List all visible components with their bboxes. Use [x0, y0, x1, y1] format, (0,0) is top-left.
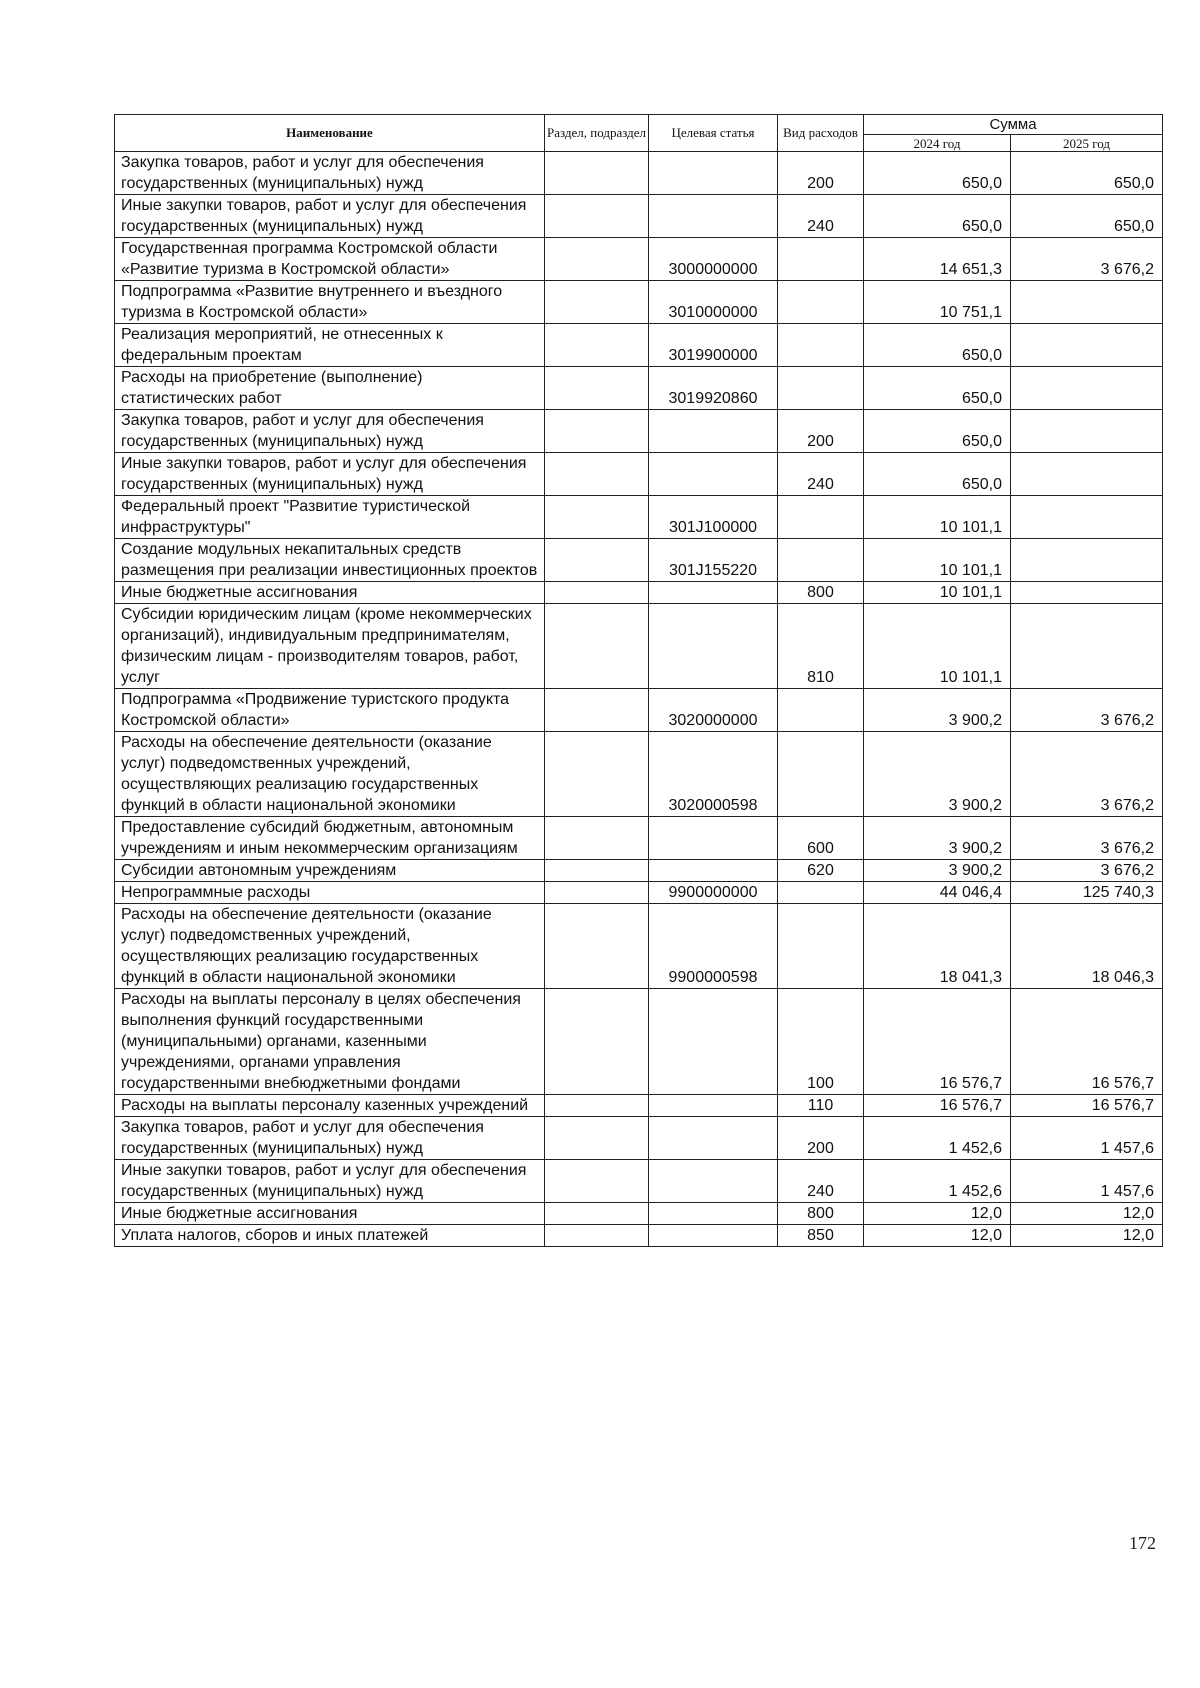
cell-type: 850	[778, 1225, 864, 1247]
cell-name: Иные бюджетные ассигнования	[115, 582, 545, 604]
cell-target	[649, 1203, 778, 1225]
page-number: 172	[1129, 1533, 1156, 1553]
cell-name: Расходы на выплаты персоналу в целях обеспечения выполнения функций государственными (муниципальными) органами, казенными учреждениями, органами управления государственными внебюджетными фондами	[115, 989, 545, 1095]
cell-section	[545, 1160, 649, 1203]
cell-target: 3000000000	[649, 238, 778, 281]
cell-type: 100	[778, 989, 864, 1095]
budget-table	[114, 114, 1163, 1247]
cell-type: 200	[778, 410, 864, 453]
cell-sum-2025: 3 676,2	[1011, 860, 1163, 882]
cell-name: Государственная программа Костромской области «Развитие туризма в Костромской области»	[115, 238, 545, 281]
table-row	[115, 453, 1163, 496]
cell-section	[545, 496, 649, 539]
cell-sum-2024: 650,0	[864, 453, 1011, 496]
cell-sum-2025: 12,0	[1011, 1203, 1163, 1225]
header-year-2024: 2024 год	[864, 135, 1011, 152]
cell-type: 200	[778, 152, 864, 195]
cell-sum-2024: 650,0	[864, 324, 1011, 367]
cell-section	[545, 238, 649, 281]
cell-sum-2024: 1 452,6	[864, 1117, 1011, 1160]
cell-section	[545, 904, 649, 989]
cell-section	[545, 732, 649, 817]
cell-section	[545, 1203, 649, 1225]
cell-target: 301J100000	[649, 496, 778, 539]
table-row	[115, 496, 1163, 539]
table-header	[115, 115, 1163, 152]
table-row	[115, 689, 1163, 732]
cell-section	[545, 1117, 649, 1160]
table-row	[115, 367, 1163, 410]
cell-target: 9900000000	[649, 882, 778, 904]
cell-section	[545, 1225, 649, 1247]
header-section: Раздел, подраздел	[545, 115, 649, 152]
table-row	[115, 989, 1163, 1095]
cell-name: Субсидии юридическим лицам (кроме некоммерческих организаций), индивидуальным предпринимателям, физическим лицам - производителям товаров, работ, услуг	[115, 604, 545, 689]
cell-sum-2024: 12,0	[864, 1203, 1011, 1225]
cell-target	[649, 582, 778, 604]
cell-target	[649, 604, 778, 689]
cell-type	[778, 732, 864, 817]
cell-name: Расходы на приобретение (выполнение) статистических работ	[115, 367, 545, 410]
table-row	[115, 904, 1163, 989]
cell-name: Закупка товаров, работ и услуг для обеспечения государственных (муниципальных) нужд	[115, 152, 545, 195]
cell-sum-2025	[1011, 281, 1163, 324]
cell-sum-2025	[1011, 582, 1163, 604]
cell-section	[545, 453, 649, 496]
cell-section	[545, 367, 649, 410]
table-row	[115, 1095, 1163, 1117]
cell-name: Уплата налогов, сборов и иных платежей	[115, 1225, 545, 1247]
cell-sum-2024: 3 900,2	[864, 860, 1011, 882]
table-row	[115, 281, 1163, 324]
cell-type	[778, 367, 864, 410]
cell-sum-2024: 3 900,2	[864, 732, 1011, 817]
cell-target	[649, 195, 778, 238]
cell-target: 9900000598	[649, 904, 778, 989]
cell-sum-2024: 16 576,7	[864, 989, 1011, 1095]
header-name: Наименование	[115, 115, 545, 152]
header-sum: Сумма	[864, 115, 1163, 135]
table-row	[115, 1160, 1163, 1203]
cell-name: Субсидии автономным учреждениям	[115, 860, 545, 882]
cell-name: Иные бюджетные ассигнования	[115, 1203, 545, 1225]
cell-sum-2025	[1011, 496, 1163, 539]
cell-name: Расходы на выплаты персоналу казенных учреждений	[115, 1095, 545, 1117]
cell-sum-2025: 18 046,3	[1011, 904, 1163, 989]
cell-sum-2025: 12,0	[1011, 1225, 1163, 1247]
cell-section	[545, 539, 649, 582]
cell-section	[545, 882, 649, 904]
cell-type: 800	[778, 1203, 864, 1225]
header-target: Целевая статья	[649, 115, 778, 152]
cell-sum-2024: 650,0	[864, 367, 1011, 410]
cell-type: 240	[778, 1160, 864, 1203]
cell-sum-2025: 1 457,6	[1011, 1117, 1163, 1160]
cell-sum-2025: 3 676,2	[1011, 238, 1163, 281]
cell-sum-2025: 3 676,2	[1011, 817, 1163, 860]
cell-sum-2024: 1 452,6	[864, 1160, 1011, 1203]
cell-section	[545, 281, 649, 324]
cell-target: 3019900000	[649, 324, 778, 367]
cell-type	[778, 882, 864, 904]
cell-sum-2024: 10 101,1	[864, 496, 1011, 539]
cell-type	[778, 539, 864, 582]
cell-type	[778, 904, 864, 989]
cell-section	[545, 324, 649, 367]
cell-sum-2025: 1 457,6	[1011, 1160, 1163, 1203]
cell-type	[778, 281, 864, 324]
cell-sum-2024: 3 900,2	[864, 689, 1011, 732]
cell-target	[649, 860, 778, 882]
cell-name: Подпрограмма «Продвижение туристского продукта Костромской области»	[115, 689, 545, 732]
cell-type	[778, 689, 864, 732]
header-year-2025: 2025 год	[1011, 135, 1163, 152]
cell-sum-2025: 16 576,7	[1011, 989, 1163, 1095]
cell-sum-2024: 16 576,7	[864, 1095, 1011, 1117]
cell-target	[649, 453, 778, 496]
cell-type: 110	[778, 1095, 864, 1117]
cell-target: 3019920860	[649, 367, 778, 410]
cell-target: 301J155220	[649, 539, 778, 582]
table-row	[115, 1225, 1163, 1247]
cell-section	[545, 195, 649, 238]
cell-sum-2025: 3 676,2	[1011, 689, 1163, 732]
table-row	[115, 152, 1163, 195]
cell-section	[545, 604, 649, 689]
cell-name: Расходы на обеспечение деятельности (оказание услуг) подведомственных учреждений, осуществляющих реализацию государственных функций в области национальной экономики	[115, 732, 545, 817]
cell-section	[545, 989, 649, 1095]
cell-type	[778, 238, 864, 281]
cell-sum-2024: 10 101,1	[864, 539, 1011, 582]
header-type: Вид расходов	[778, 115, 864, 152]
table-row	[115, 539, 1163, 582]
cell-name: Расходы на обеспечение деятельности (оказание услуг) подведомственных учреждений, осуществляющих реализацию государственных функций в области национальной экономики	[115, 904, 545, 989]
cell-type: 620	[778, 860, 864, 882]
table-row	[115, 860, 1163, 882]
table-body	[115, 152, 1163, 1247]
cell-sum-2024: 3 900,2	[864, 817, 1011, 860]
cell-sum-2025	[1011, 410, 1163, 453]
cell-target	[649, 1095, 778, 1117]
cell-name: Федеральный проект "Развитие туристической инфраструктуры"	[115, 496, 545, 539]
table-row	[115, 604, 1163, 689]
cell-name: Закупка товаров, работ и услуг для обеспечения государственных (муниципальных) нужд	[115, 1117, 545, 1160]
table-row	[115, 1117, 1163, 1160]
cell-target: 3020000000	[649, 689, 778, 732]
cell-sum-2024: 14 651,3	[864, 238, 1011, 281]
cell-type: 810	[778, 604, 864, 689]
cell-target	[649, 989, 778, 1095]
cell-name: Подпрограмма «Развитие внутреннего и въездного туризма в Костромской области»	[115, 281, 545, 324]
cell-section	[545, 860, 649, 882]
table-row	[115, 732, 1163, 817]
cell-sum-2024: 44 046,4	[864, 882, 1011, 904]
cell-type: 600	[778, 817, 864, 860]
cell-target: 3020000598	[649, 732, 778, 817]
cell-sum-2024: 650,0	[864, 195, 1011, 238]
cell-sum-2025	[1011, 539, 1163, 582]
cell-section	[545, 1095, 649, 1117]
cell-sum-2024: 18 041,3	[864, 904, 1011, 989]
table-row	[115, 238, 1163, 281]
table-row	[115, 195, 1163, 238]
table-row	[115, 582, 1163, 604]
cell-sum-2025: 650,0	[1011, 195, 1163, 238]
table-row	[115, 1203, 1163, 1225]
cell-sum-2025	[1011, 604, 1163, 689]
cell-name: Иные закупки товаров, работ и услуг для обеспечения государственных (муниципальных) нужд	[115, 1160, 545, 1203]
cell-sum-2024: 650,0	[864, 410, 1011, 453]
cell-target	[649, 1225, 778, 1247]
cell-sum-2024: 650,0	[864, 152, 1011, 195]
cell-type	[778, 496, 864, 539]
cell-section	[545, 410, 649, 453]
cell-section	[545, 689, 649, 732]
cell-target	[649, 152, 778, 195]
table-row	[115, 410, 1163, 453]
cell-sum-2025: 3 676,2	[1011, 732, 1163, 817]
cell-sum-2025	[1011, 324, 1163, 367]
cell-sum-2025	[1011, 453, 1163, 496]
cell-type: 200	[778, 1117, 864, 1160]
table-row	[115, 817, 1163, 860]
cell-target	[649, 1160, 778, 1203]
cell-name: Закупка товаров, работ и услуг для обеспечения государственных (муниципальных) нужд	[115, 410, 545, 453]
cell-sum-2025: 16 576,7	[1011, 1095, 1163, 1117]
cell-sum-2025	[1011, 367, 1163, 410]
cell-sum-2024: 10 751,1	[864, 281, 1011, 324]
cell-sum-2024: 12,0	[864, 1225, 1011, 1247]
cell-name: Иные закупки товаров, работ и услуг для обеспечения государственных (муниципальных) нужд	[115, 453, 545, 496]
cell-sum-2025: 125 740,3	[1011, 882, 1163, 904]
cell-sum-2024: 10 101,1	[864, 582, 1011, 604]
cell-name: Создание модульных некапитальных средств размещения при реализации инвестиционных проектов	[115, 539, 545, 582]
cell-sum-2025: 650,0	[1011, 152, 1163, 195]
table-row	[115, 882, 1163, 904]
cell-type: 240	[778, 195, 864, 238]
cell-type	[778, 324, 864, 367]
cell-section	[545, 152, 649, 195]
cell-target	[649, 817, 778, 860]
cell-name: Предоставление субсидий бюджетным, автономным учреждениям и иным некоммерческим организациям	[115, 817, 545, 860]
table-row	[115, 324, 1163, 367]
cell-sum-2024: 10 101,1	[864, 604, 1011, 689]
cell-target	[649, 1117, 778, 1160]
cell-section	[545, 582, 649, 604]
cell-name: Реализация мероприятий, не отнесенных к федеральным проектам	[115, 324, 545, 367]
cell-section	[545, 817, 649, 860]
cell-type: 240	[778, 453, 864, 496]
cell-name: Иные закупки товаров, работ и услуг для обеспечения государственных (муниципальных) нужд	[115, 195, 545, 238]
cell-name: Непрограммные расходы	[115, 882, 545, 904]
cell-target: 3010000000	[649, 281, 778, 324]
cell-target	[649, 410, 778, 453]
cell-type: 800	[778, 582, 864, 604]
